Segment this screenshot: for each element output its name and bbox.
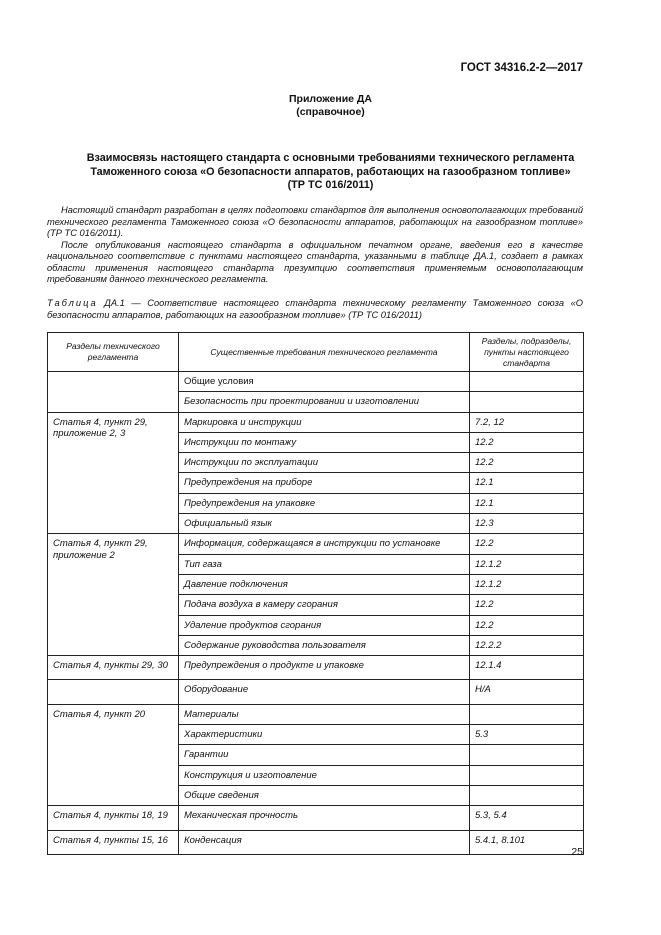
regulation-section-cell: Статья 4, пункт 29, приложение 2, 3 [48, 412, 179, 534]
requirement-cell: Давление подключения [179, 574, 470, 594]
regulation-section-cell: Статья 4, пункт 29, приложение 2 [48, 534, 179, 656]
requirement-cell: Инструкции по эксплуатации [179, 453, 470, 473]
standard-clause-cell: 12.2 [470, 453, 584, 473]
standard-clause-cell: Н/А [470, 680, 584, 704]
header-essential-requirements: Существенные требования технического регламента [179, 333, 470, 372]
standard-clause-cell: 12.2 [470, 595, 584, 615]
regulation-section-cell: Статья 4, пункт 20 [48, 704, 179, 805]
requirement-cell: Маркировка и инструкции [179, 412, 470, 432]
standard-clause-cell [470, 372, 584, 392]
requirement-cell: Гарантии [179, 745, 470, 765]
standard-clause-cell: 12.1.2 [470, 574, 584, 594]
regulation-section-cell: Статья 4, пункты 15, 16 [48, 830, 179, 854]
requirement-cell: Содержание руководства пользователя [179, 635, 470, 655]
standard-clause-cell: 12.2 [470, 534, 584, 554]
requirement-cell: Материалы [179, 704, 470, 724]
standard-clause-cell: 12.1 [470, 473, 584, 493]
standard-clause-cell [470, 704, 584, 724]
standard-clause-cell: 12.2 [470, 615, 584, 635]
requirement-cell: Предупреждения на упаковке [179, 493, 470, 513]
requirement-cell: Оборудование [179, 680, 470, 704]
standard-clause-cell: 12.1 [470, 493, 584, 513]
requirement-cell: Конденсация [179, 830, 470, 854]
standard-clause-cell: 12.1.2 [470, 554, 584, 574]
requirement-cell: Общие сведения [179, 785, 470, 805]
table-row [48, 534, 584, 554]
standard-clause-cell: 12.1.4 [470, 656, 584, 680]
title-line-3: (ТР ТС 016/2011) [287, 179, 374, 191]
standard-clause-cell [470, 785, 584, 805]
table-row [48, 806, 584, 830]
table-header-row [48, 333, 584, 372]
requirement-cell: Характеристики [179, 725, 470, 745]
requirement-cell: Общие условия [179, 372, 470, 392]
standard-clause-cell: 5.4.1, 8.101 [470, 830, 584, 854]
requirement-cell: Информация, содержащаяся в инструкции по установке [179, 534, 470, 554]
standard-clause-cell: 5.3 [470, 725, 584, 745]
appendix-heading [0, 93, 661, 119]
requirement-cell: Предупреждения на приборе [179, 473, 470, 493]
header-standard-clauses: Разделы, подразделы, пункты настоящего стандарта [470, 333, 584, 372]
title-line-2: Таможенного союза «О безопасности аппаратов, работающих на газообразном топливе» [90, 165, 571, 178]
standard-clause-cell [470, 745, 584, 765]
standard-clause-cell: 12.2 [470, 432, 584, 452]
intro-paragraph-1: Настоящий стандарт разработан в целях подготовки стандартов для выполнения основополагающих требований технического регламента Таможенного союза «О безопасности аппаратов, работающих на газообразном топливе» (ТР ТС 016/2011). [47, 205, 583, 238]
requirement-cell: Механическая прочность [179, 806, 470, 830]
intro-text [47, 205, 583, 286]
table-row [48, 412, 584, 432]
regulation-section-cell [48, 680, 179, 704]
title-line-1: Взаимосвязь настоящего стандарта с основными требованиями технического регламента [86, 152, 575, 164]
table-row [48, 680, 584, 704]
regulation-section-cell [48, 372, 179, 413]
standard-clause-cell: 5.3, 5.4 [470, 806, 584, 830]
requirement-cell: Официальный язык [179, 514, 470, 534]
intro-paragraph-2: После опубликования настоящего стандарта в официальном печатном органе, введения его в качестве национального соответствие с пунктами настоящего стандарта, указанными в таблице ДА.1, создает в рамках области применения настоящего стандарта презумпцию соответствия применяемым основополагающим требованиям данного технического регламента. [47, 239, 583, 284]
page-number: 25 [571, 846, 583, 858]
requirement-cell: Безопасность при проектировании и изготовлении [179, 392, 470, 412]
appendix-subtitle: (справочное) [296, 106, 365, 118]
table-row [48, 656, 584, 680]
header-regulation-sections: Разделы технического регламента [48, 333, 179, 372]
requirement-cell: Конструкция и изготовление [179, 765, 470, 785]
standard-clause-cell: 12.3 [470, 514, 584, 534]
requirement-cell: Инструкции по монтажу [179, 432, 470, 452]
standard-clause-cell: 7.2, 12 [470, 412, 584, 432]
standard-clause-cell [470, 765, 584, 785]
table-caption [47, 297, 583, 321]
table-row [48, 372, 584, 392]
appendix-title: Приложение ДА [289, 93, 372, 105]
table-caption-text: ДА.1 — Соответствие настоящего стандарта техническому регламенту Таможенного союза «О безопасности аппаратов, работающих на газообразном топливе» (ТР ТС 016/2011) [47, 298, 583, 320]
requirements-table [47, 332, 584, 855]
requirement-cell: Удаление продуктов сгорания [179, 615, 470, 635]
document-title [55, 152, 606, 193]
requirement-cell: Предупреждения о продукте и упаковке [179, 656, 470, 680]
table-body [48, 372, 584, 855]
regulation-section-cell: Статья 4, пункты 29, 30 [48, 656, 179, 680]
standard-clause-cell: 12.2.2 [470, 635, 584, 655]
regulation-section-cell: Статья 4, пункты 18, 19 [48, 806, 179, 830]
table-row [48, 830, 584, 854]
requirement-cell: Подача воздуха в камеру сгорания [179, 595, 470, 615]
table-row [48, 704, 584, 724]
requirement-cell: Тип газа [179, 554, 470, 574]
standard-code: ГОСТ 34316.2-2—2017 [460, 62, 583, 74]
standard-clause-cell [470, 392, 584, 412]
table-caption-label: Таблица [47, 298, 98, 308]
